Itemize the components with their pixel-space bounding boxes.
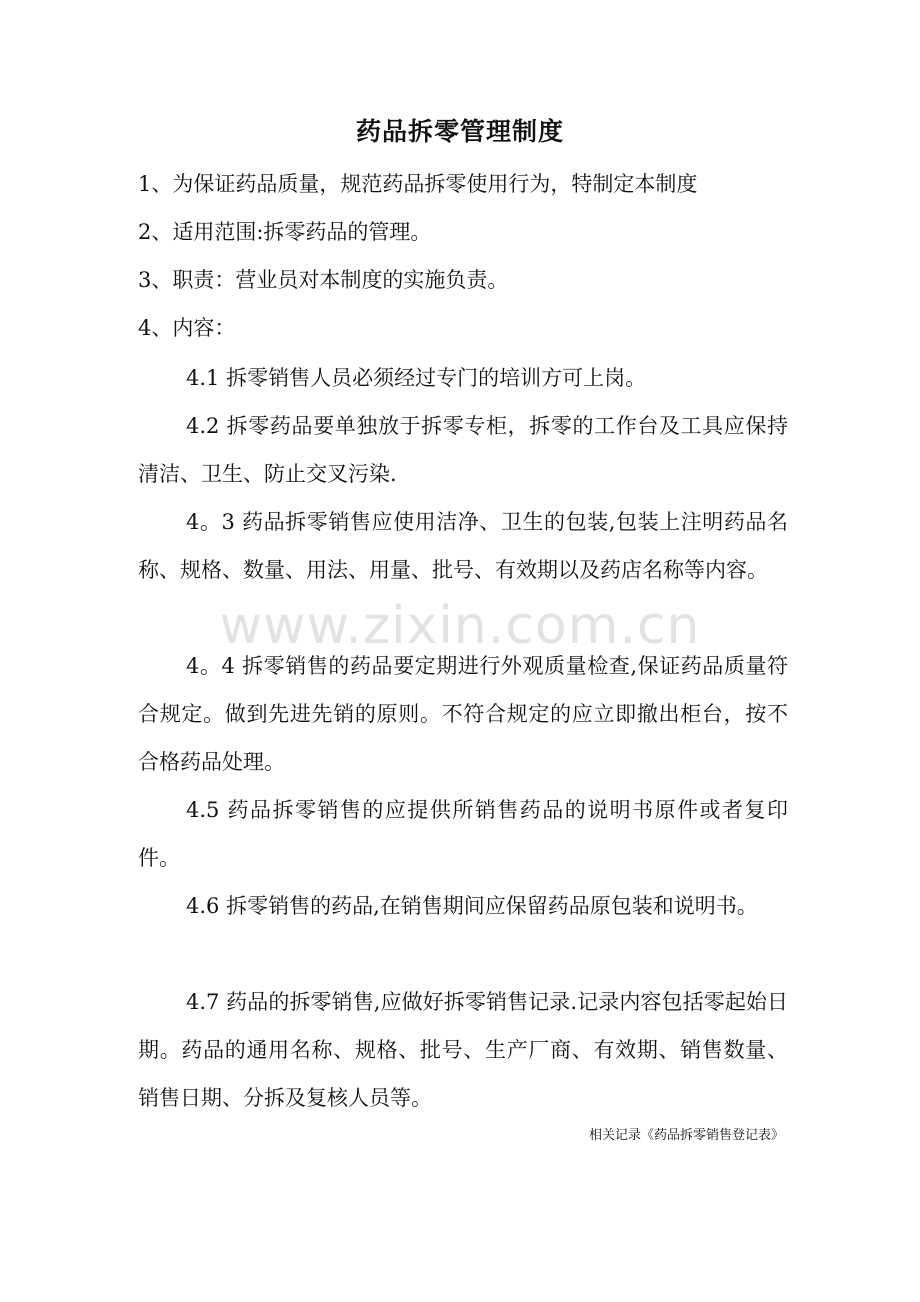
paragraph-4-1: 4.1 拆零销售人员必须经过专门的培训方可上岗。 [186,366,647,390]
paragraph-4-7: 4.7 药品的拆零销售,应做好拆零销售记录.记录内容包括零起始日期。药品的通用名称、规格、批号、生产厂商、有效期、销售数量、销售日期、分拆及复核人员等。 [138,990,788,1110]
watermark: www.zixin.com.cn [219,596,701,656]
page-title: 药品拆零管理制度 [355,117,564,146]
clause-1: 1、为保证药品质量，规范药品拆零使用行为，特制定本制度 [138,172,698,196]
paragraph-4-6: 4.6 拆零销售的药品,在销售期间应保留药品原包装和说明书。 [186,894,758,918]
clause-4: 4、内容： [138,316,236,340]
clause-3: 3、职责：营业员对本制度的实施负责。 [138,268,509,292]
clause-2: 2、适用范围:拆零药品的管理。 [138,220,432,244]
paragraph-4-3: 4。3 药品拆零销售应使用洁净、卫生的包装,包装上注明药品名称、规格、数量、用法、用量、批号、有效期以及药店名称等内容。 [138,510,788,582]
paragraph-4-2: 4.2 拆零药品要单独放于拆零专柜，拆零的工作台及工具应保持清洁、卫生、防止交叉污染. [138,414,788,486]
paragraph-4-5: 4.5 药品拆零销售的应提供所销售药品的说明书原件或者复印件。 [138,798,788,870]
paragraph-4-4: 4。4 拆零销售的药品要定期进行外观质量检查,保证药品质量符合规定。做到先进先销的原则。不符合规定的应立即撤出柜台，按不合格药品处理。 [138,654,788,774]
related-record-note: 相关记录《药品拆零销售登记表》 [588,1128,784,1143]
